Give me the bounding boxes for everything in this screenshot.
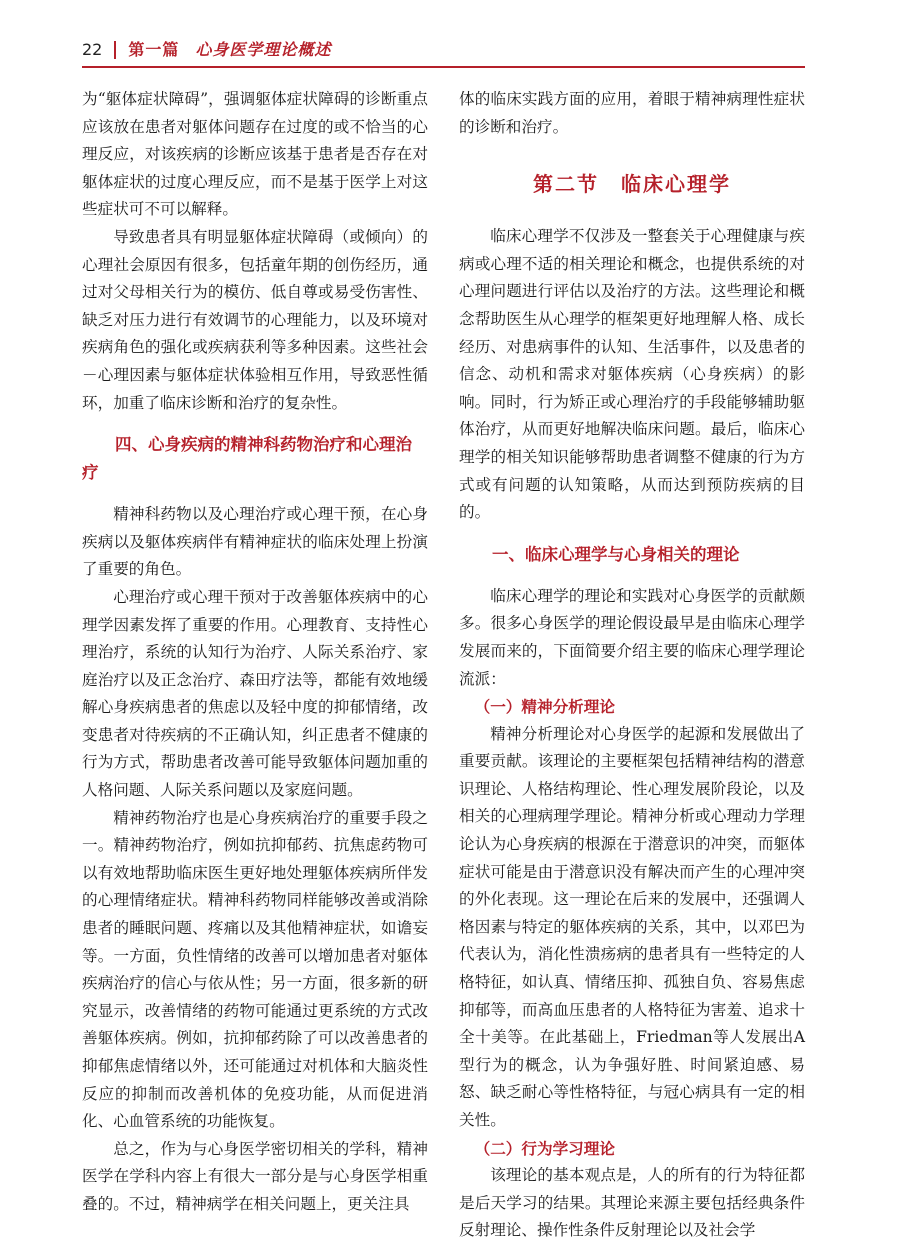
chapter-label: 第一篇 [128, 40, 180, 59]
heading-one: 一、临床心理学与心身相关的理论 [492, 544, 740, 564]
paragraph: 临床心理学的理论和实践对心身医学的贡献颇多。很多心身医学的理论假设最早是由临床心理学发展而来的，下面简要介绍主要的临床心理学理论流派： [459, 586, 805, 688]
header-rule [82, 66, 805, 68]
section-title: 临床心理学 [621, 172, 731, 197]
running-header [82, 36, 802, 64]
paragraph: 总之，作为与心身医学密切相关的学科，精神医学在学科内容上有很大一部分是与心身医学相重叠的。不过，精神病学在相关问题上，更关注具 [82, 1139, 428, 1213]
paragraph: 该理论的基本观点是，人的所有的行为特征都是后天学习的结果。其理论来源主要包括经典条件反射理论、操作性条件反射理论以及社会学 [459, 1166, 805, 1240]
subheading-psychoanalysis: （一）精神分析理论 [474, 697, 615, 717]
left-column [82, 86, 428, 1219]
paragraph: 导致患者具有明显躯体症状障碍（或倾向）的心理社会原因有很多，包括童年期的创伤经历，通过对父母相关行为的模仿、低自尊或易受伤害性、缺乏对压力进行有效调节的心理能力，以及环境对疾病角色的强化或疾病获利等多种因素。这些社会－心理因素与躯体症状体验相互作用，导致恶性循环，加重了临床诊断和治疗的复杂性。 [82, 227, 428, 412]
subheading-behavioral-learning: （二）行为学习理论 [474, 1138, 615, 1158]
paragraph: 体的临床实践方面的应用，着眼于精神病理性症状的诊断和治疗。 [459, 90, 805, 136]
page-number: 22 [82, 40, 103, 59]
paragraph: 为“躯体症状障碍”，强调躯体症状障碍的诊断重点应该放在患者对躯体问题存在过度的或不恰当的心理反应，对该疾病的诊断应该基于患者是否存在对躯体症状的过度心理反应，而不是基于医学上对这些症状可不可以解释。 [82, 90, 428, 219]
paragraph: 心理治疗或心理干预对于改善躯体疾病中的心理学因素发挥了重要的作用。心理教育、支持性心理治疗，系统的认知行为治疗、人际关系治疗、家庭治疗以及正念治疗、森田疗法等，都能有效地缓解心身疾病患者的焦虑以及轻中度的抑郁情绪，改变患者对待疾病的不正确认知，纠正患者不健康的行为方式，帮助患者改善可能导致躯体问题加重的人格问题、人际关系问题以及家庭问题。 [82, 587, 428, 800]
heading-four: 四、心身疾病的精神科药物治疗和心理治疗 [82, 435, 412, 483]
section-number: 第二节 [533, 172, 599, 197]
paragraph: 临床心理学不仅涉及一整套关于心理健康与疾病或心理不适的相关理论和概念，也提供系统的对心理问题进行评估以及治疗的方法。这些理论和概念帮助医生从心理学的框架更好地理解人格、成长经历、对患病事件的认知、生活事件，以及患者的信念、动机和需求对躯体疾病（心身疾病）的影响。同时，行为矫正或心理治疗的手段能够辅助躯体治疗，从而更好地解决临床问题。最后，临床心理学的相关知识能够帮助患者调整不健康的行为方式或有问题的认知策略，从而达到预防疾病的目的。 [459, 227, 805, 522]
header-divider [114, 41, 116, 59]
paragraph: 精神分析理论对心身医学的起源和发展做出了重要贡献。该理论的主要框架包括精神结构的潜意识理论、人格结构理论、性心理发展阶段论，以及相关的心理病理学理论。精神分析或心理动力学理论认为心身疾病的根源在于潜意识的冲突，而躯体症状可能是由于潜意识没有解决而产生的心理冲突的外化表现。这一理论在后来的发展中，还强调人格因素与特定的躯体疾病的关系，其中，以邓巴为代表认为，消化性溃疡病的患者具有一些特定的人格特征，如认真、情绪压抑、孤独自负、容易焦虑抑郁等，而高血压患者的人格特征为害羞、追求十全十美等。在此基础上，Friedman等人发展出A型行为的概念，认为争强好胜、时间紧迫感、易怒、缺乏耐心等性格特征，与冠心病具有一定的相关性。 [459, 724, 805, 1129]
right-column [459, 86, 805, 1245]
paragraph: 精神药物治疗也是心身疾病治疗的重要手段之一。精神药物治疗，例如抗抑郁药、抗焦虑药物可以有效地帮助临床医生更好地处理躯体疾病所伴发的心理情绪症状。精神科药物同样能够改善或消除患者的睡眠问题、疼痛以及其他精神症状，如谵妄等。一方面，负性情绪的改善可以增加患者对躯体疾病治疗的信心与依从性；另一方面，很多新的研究显示，改善情绪的药物可能通过更系统的方式改善躯体疾病。例如，抗抑郁药除了可以改善患者的抑郁焦虑情绪以外，还可能通过对机体和大脑炎性反应的抑制而改善机体的免疫功能，从而促进消化、心血管系统的功能恢复。 [82, 808, 428, 1131]
chapter-title: 心身医学理论概述 [195, 40, 332, 59]
section-heading [459, 169, 805, 199]
paragraph: 精神科药物以及心理治疗或心理干预，在心身疾病以及躯体疾病伴有精神症状的临床处理上扮演了重要的角色。 [82, 505, 428, 579]
